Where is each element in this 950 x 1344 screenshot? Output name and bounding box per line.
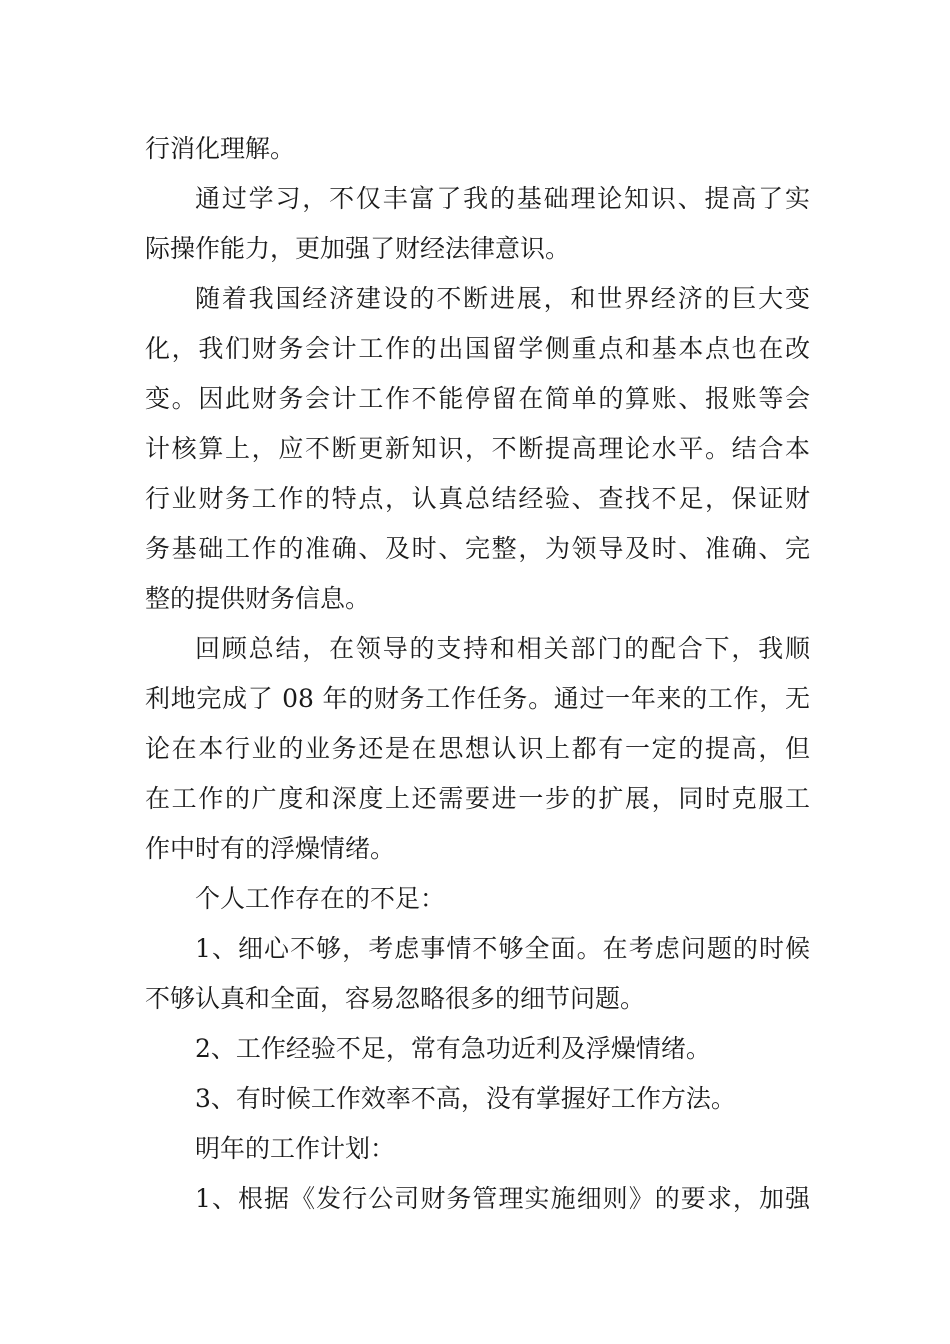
text-line: 利地完成了 08 年的财务工作任务。通过一年来的工作，无 — [145, 684, 810, 713]
list-item-line: 2、工作经验不足，常有急功近利及浮燥情绪。 — [195, 1034, 711, 1063]
section-heading: 个人工作存在的不足： — [195, 884, 446, 913]
text-line: 作中时有的浮燥情绪。 — [145, 834, 396, 863]
list-item-line: 1、根据《发行公司财务管理实施细则》的要求，加强 — [195, 1184, 810, 1213]
document-body — [145, 128, 810, 1228]
paragraph-first-line: 通过学习，不仅丰富了我的基础理论知识、提高了实 — [195, 184, 810, 213]
text-line: 行业财务工作的特点，认真总结经验、查找不足，保证财 — [145, 484, 810, 513]
text-line: 在工作的广度和深度上还需要进一步的扩展，同时克服工 — [145, 784, 810, 813]
text-line: 际操作能力，更加强了财经法律意识。 — [145, 234, 571, 263]
paragraph-first-line: 回顾总结，在领导的支持和相关部门的配合下，我顺 — [195, 634, 810, 663]
text-line: 不够认真和全面，容易忽略很多的细节问题。 — [145, 984, 646, 1013]
text-line: 计核算上，应不断更新知识，不断提高理论水平。结合本 — [145, 434, 810, 463]
text-line: 行消化理解。 — [145, 134, 296, 163]
text-line: 化，我们财务会计工作的出国留学侧重点和基本点也在改 — [145, 334, 810, 363]
text-line: 变。因此财务会计工作不能停留在简单的算账、报账等会 — [145, 384, 810, 413]
text-line: 整的提供财务信息。 — [145, 584, 371, 613]
list-item-line: 1、细心不够，考虑事情不够全面。在考虑问题的时候 — [195, 934, 810, 963]
text-line: 务基础工作的准确、及时、完整，为领导及时、准确、完 — [145, 534, 810, 563]
list-item-line: 3、有时候工作效率不高，没有掌握好工作方法。 — [195, 1084, 736, 1113]
paragraph-first-line: 随着我国经济建设的不断进展，和世界经济的巨大变 — [195, 284, 810, 313]
text-line: 论在本行业的业务还是在思想认识上都有一定的提高，但 — [145, 734, 810, 763]
section-heading: 明年的工作计划： — [195, 1134, 396, 1163]
